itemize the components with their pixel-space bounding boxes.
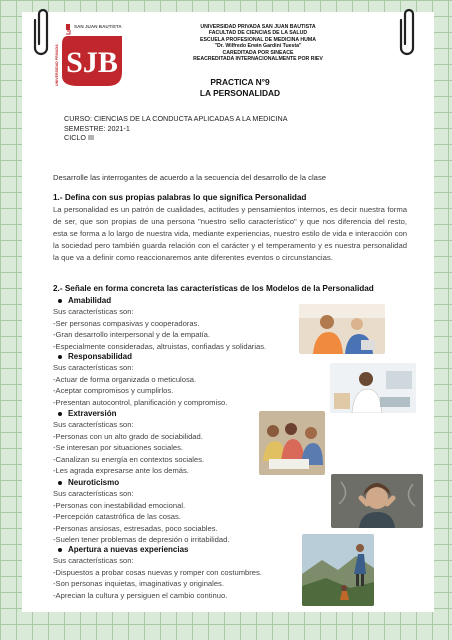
trait-item: -Les agrada expresarse ante los demás. [53,466,189,476]
photo-caregivers [299,304,385,354]
university-header [170,24,346,62]
question-2-heading: 2.- Señale en forma concreta las características de los Modelos de la Personalidad [53,284,374,293]
trait-responsabilidad [53,351,303,408]
trait-item: -Dispuestos a probar cosas nuevas y romper con costumbres. [53,567,262,577]
question-1-heading: 1.- Defina con sus propias palabras lo que significa Personalidad [53,193,307,202]
trait-item: -Canalizan su energía en contextos sociales. [53,454,205,464]
photo-friends-group [259,411,325,475]
trait-name: Apertura a nuevas experiencias [53,544,343,555]
trait-item: -Se interesan por situaciones sociales. [53,443,184,453]
trait-item: -Presentan autocontrol, planificación y compromiso. [53,397,228,407]
paperclip-icon [394,6,420,60]
trait-item: -Especialmente consideradas, altruistas, confiadas y solidarias. [53,341,267,351]
trait-neuroticismo [53,477,303,545]
header-line: REACREDITADA INTERNACIONALMENTE POR RIEV [193,56,323,63]
trait-item: -Personas con inestabilidad emocional. [53,500,186,510]
trait-item: -Suelen tener problemas de depresión o irritabilidad. [53,535,230,545]
question-1-answer: La personalidad es un patrón de cualidades, actitudes y pensamientos internos, es decir nuestra forma de ser, que son propias de una persona "nuestro sello característico" y que nos diferencia del resto, esta se forma a lo largo de nuestra vida, mediante experiencias, nuestro estilo de vida e interacción con la sociedad pero también guarda relación con el carácter y el temperamento y es nuestra personalidad la que va a definir como reaccionaremos ante diferentes eventos o circunstancias. [53,205,407,262]
header-line: "Dr. Wilfredo Erwin Gardini Tuesta" [214,43,302,50]
trait-subtitle: Sus características son: [53,556,134,566]
practice-topic: LA PERSONALIDAD [199,88,281,98]
trait-name: Neuroticismo [53,477,303,488]
trait-subtitle: Sus características son: [53,307,134,317]
trait-apertura [53,544,343,601]
semester: SEMESTRE: 2021-1 [64,123,130,133]
cycle: CICLO III [64,133,94,142]
trait-item: -Percepción catastrófica de las cosas. [53,512,181,522]
trait-item: -Personas con un alto grado de sociabilidad. [53,431,203,441]
header-line: CAREDITADA POR SINEACE [222,49,294,56]
question-1 [53,193,407,264]
header-line: FACULTAD DE CIENCIAS DE LA SALUD [208,30,308,37]
trait-item: -Aprecian la cultura y persiguen el cambio continuo. [53,590,228,600]
trait-subtitle: Sus características son: [53,420,134,430]
page-title [150,77,330,99]
photo-stressed-person [331,474,423,528]
trait-subtitle: Sus características son: [53,363,134,373]
trait-item: -Ser personas compasivas y cooperadoras. [53,318,200,328]
header-line: UNIVERSIDAD PRIVADA SAN JUAN BAUTISTA [200,24,316,30]
logo-side-text: UNIVERSIDAD PRIVADA [55,44,59,86]
trait-name: Extraversión [53,408,303,419]
trait-item: -Gran desarrollo interpersonal y de la empatía. [53,330,211,340]
instructions: Desarrolle las interrogantes de acuerdo a la secuencia del desarrollo de la clase [53,173,327,182]
photo-hiker-landscape [302,534,374,606]
trait-item: -Actuar de forma organizada o meticulosa. [53,374,197,384]
course-info [64,114,288,143]
logo-letters: SJB [66,46,118,79]
university-logo [48,20,126,90]
logo-caption: SAN JUAN BAUTISTA [74,24,122,29]
trait-item: -Son personas inquietas, imaginativas y originales. [53,579,224,589]
header-line: ESCUELA PROFESIONAL DE MEDICINA HUMA [200,36,316,43]
question-2 [53,284,407,293]
course-name: CURSO: CIENCIAS DE LA CONDUCTA APLICADAS A LA MEDICINA [64,114,288,123]
trait-name: Amabilidad [53,295,303,306]
trait-amabilidad [53,295,303,352]
trait-name: Responsabilidad [53,351,303,362]
trait-subtitle: Sus características son: [53,489,134,499]
trait-item: -Aceptar compromisos y cumplirlos. [53,386,174,396]
practice-number: PRACTICA N°9 [210,77,270,87]
photo-office-worker [330,363,416,413]
trait-item: -Personas ansiosas, estresadas, poco sociables. [53,523,218,533]
